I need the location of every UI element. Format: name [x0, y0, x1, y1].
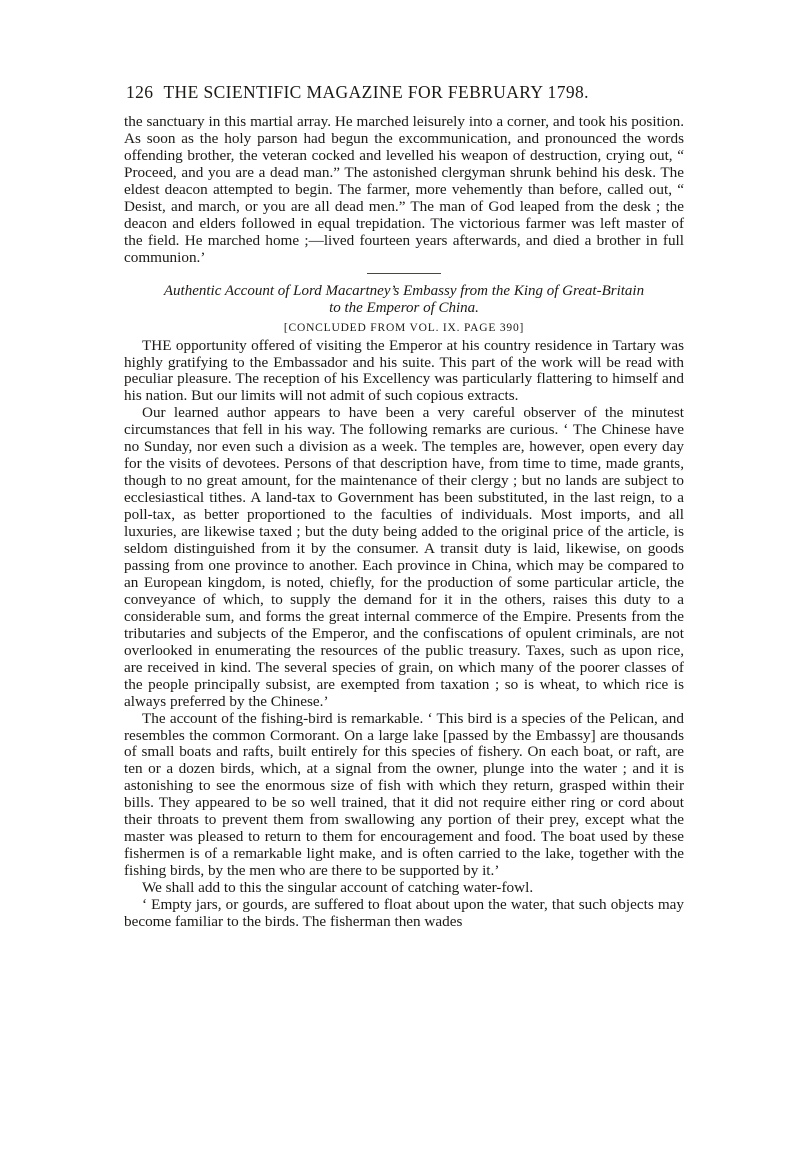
- article-title-line-1: Authentic Account of Lord Macartney’s Embassy from the King of Great-Britain: [163, 282, 645, 299]
- body-paragraph: The account of the fishing-bird is remarkable. ‘ This bird is a species of the Pelican, and resembles the common Cormorant. On a large lake [passed by the Embassy] are thousands of small boats and rafts, built entirely for this species of fishery. On each boat, or raft, are ten or a dozen birds, which, at a signal from the owner, plunge into the water ; and it is astonishing to see the enormous size of fish with which they return, grasped within their bills. They appeared to be so well trained, that it did not require either ring or cord about their throats to prevent them from swallowing any portion of their prey, except what the master was pleased to return to them for encouragement and food. The boat used by these fishermen is of a remarkable light make, and is often carried to the lake, together with the fishing birds, by the men who are there to be supported by it.’: [124, 709, 684, 880]
- body-paragraph: the sanctuary in this martial array. He marched leisurely into a corner, and took his position. As soon as the holy parson had begun the excommunication, and pronounced the words offending brother, the veteran cocked and levelled his weapon of destruction, crying out, “ Proceed, and you are a dead man.” The astonished clergyman shrunk behind his desk. The eldest deacon attempted to begin. The farmer, more vehemently than before, called out, “ Desist, and march, or you are all dead men.” The man of God leaped from the desk ; the deacon and elders followed in equal trepidation. The victorious farmer was left master of the field. He marched home ;—lived fourteen years afterwards, and died a brother in full communion.’: [124, 113, 684, 266]
- article-title-line-2: to the Emperor of China.: [329, 299, 479, 316]
- running-head: [126, 82, 684, 102]
- magazine-page: [124, 82, 684, 1162]
- continuation-note: [CONCLUDED FROM VOL. IX. PAGE 390]: [283, 321, 525, 334]
- body-paragraph: We shall add to this the singular account of catching water-fowl.: [142, 879, 534, 897]
- page-number: 126: [126, 82, 154, 102]
- body-paragraph: ‘ Empty jars, or gourds, are suffered to float about upon the water, that such objects may become familiar to the birds. The fisherman then wades: [124, 896, 684, 930]
- body-paragraph: THE opportunity offered of visiting the Emperor at his country residence in Tartary was highly gratifying to the Embassador and his suite. This part of the work will be read with peculiar pleasure. The reception of his Excellency was particularly flattering to himself and his nation. But our limits will not admit of such copious extracts.: [124, 336, 684, 405]
- section-divider: [367, 273, 441, 274]
- body-paragraph: Our learned author appears to have been a very careful observer of the minutest circumstances that fell in his way. The following remarks are curious. ‘ The Chinese have no Sunday, nor even such a division as a week. The temples are, however, open every day for the visits of devotees. Persons of that description have, from time to time, made grants, though to no great amount, for the maintenance of their clergy ; but no lands are subject to ecclesiastical tithes. A land-tax to Government has been substituted, in the last reign, to a poll-tax, as better proportioned to the faculties of individuals. Most imports, and all luxuries, are likewise taxed ; but the duty being added to the original price of the article, is seldom distinguished from it by the consumer. A transit duty is laid, likewise, on goods passing from one province to another. Each province in China, which may be compared to an European kingdom, is noted, chiefly, for the production of some particular article, the conveyance of which, to supply the demand for it in the others, raises this duty to a considerable sum, and forms the great internal commerce of the Empire. Presents from the tributaries and subjects of the Emperor, and the confiscations of opulent criminals, are not overlooked in enumerating the resources of the public treasury. Taxes, such as upon rice, are received in kind. The several species of grain, on which many of the poorer classes of the people principally subsist, are exempted from taxation ; so is wheat, to which rice is always preferred by the Chinese.’: [124, 404, 684, 710]
- running-title: THE SCIENTIFIC MAGAZINE FOR FEBRUARY 1798.: [163, 82, 589, 102]
